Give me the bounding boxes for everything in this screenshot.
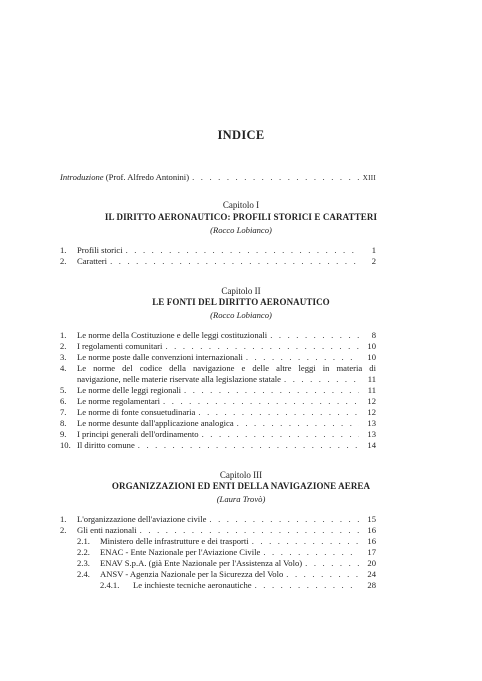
- entry-page: 2: [371, 256, 376, 266]
- toc-subsubentry[interactable]: [60, 580, 376, 590]
- toc-entry[interactable]: [60, 385, 376, 395]
- leader-dots: [202, 429, 359, 439]
- entry-page: 15: [367, 514, 376, 524]
- intro-label-rest: (Prof. Alfredo Antonini): [103, 172, 190, 182]
- leader-dots: [270, 330, 359, 340]
- intro-label-italic: Introduzione: [60, 172, 104, 182]
- entry-page: 13: [367, 418, 376, 428]
- leader-dots: [209, 514, 359, 524]
- entry-page: 12: [367, 407, 376, 417]
- toc-entry[interactable]: [60, 429, 376, 439]
- chapter-1-heading: Capitolo I: [222, 200, 260, 210]
- entry-number: 2.2.: [77, 547, 90, 557]
- toc-entry[interactable]: [60, 352, 376, 362]
- toc-entry[interactable]: [60, 245, 376, 255]
- entry-number: 1.: [60, 245, 67, 255]
- entry-page: 14: [367, 440, 376, 450]
- entry-number: 1.: [60, 330, 67, 340]
- entry-text: navigazione, nelle materie riservate alla legislazione statale: [77, 374, 282, 384]
- entry-text: L'organizzazione dell'aviazione civile: [77, 514, 207, 524]
- entry-number: 10.: [60, 440, 71, 450]
- chapter-3-author: (Laura Trovò): [216, 494, 266, 504]
- entry-page: 10: [367, 341, 376, 351]
- leader-dots: [184, 385, 359, 395]
- toc-subentry[interactable]: [60, 558, 376, 568]
- entry-number: 2.: [60, 256, 67, 266]
- entry-text: Le norme desunte dall'applicazione analogica: [77, 418, 234, 428]
- leader-dots: [286, 569, 359, 579]
- entry-number: 6.: [60, 396, 67, 406]
- entry-page: 13: [367, 429, 376, 439]
- entry-text: Ministero delle infrastrutture e dei trasporti: [100, 536, 249, 546]
- entry-page: 8: [371, 330, 376, 340]
- entry-text: ENAC - Ente Nazionale per l'Aviazione Civile: [100, 547, 261, 557]
- toc-entry[interactable]: [60, 256, 376, 266]
- entry-text: Le norme della Costituzione e delle leggi costituzionali: [77, 330, 268, 340]
- leader-dots: [165, 341, 359, 351]
- entry-text: Le norme regolamentari: [77, 396, 161, 406]
- entry-number: 2.: [60, 525, 67, 535]
- entry-page: 20: [367, 558, 376, 568]
- entry-text: Gli enti nazionali: [77, 525, 137, 535]
- entry-page: 10: [367, 352, 376, 362]
- chapter-1-author: (Rocco Lobianco): [210, 225, 272, 235]
- entry-page: 17: [367, 547, 376, 557]
- leader-dots: [255, 580, 359, 590]
- entry-number: 2.4.: [77, 569, 90, 579]
- leader-dots: [252, 536, 359, 546]
- toc-subentry[interactable]: [60, 547, 376, 557]
- toc-entry[interactable]: [60, 363, 376, 373]
- intro-page: XIII: [362, 174, 376, 182]
- entry-number: 2.4.1.: [100, 580, 120, 590]
- toc-subentry[interactable]: [60, 536, 376, 546]
- entry-text-line1: Le norme del codice della navigazione e delle altre leggi in materia di: [77, 363, 376, 373]
- entry-number: 9.: [60, 429, 67, 439]
- entry-page: 28: [367, 580, 376, 590]
- leader-dots: [246, 352, 359, 362]
- entry-text: Caratteri: [77, 256, 108, 266]
- entry-text: Profili storici: [77, 245, 123, 255]
- leader-dots: [237, 418, 359, 428]
- entry-page: 11: [367, 385, 376, 395]
- toc-entry[interactable]: [60, 396, 376, 406]
- leader-dots: [192, 172, 359, 182]
- leader-dots: [284, 374, 359, 384]
- toc-entry[interactable]: [60, 440, 376, 450]
- entry-text: Le norme poste dalle convenzioni internazionali: [77, 352, 243, 362]
- entry-text: I regolamenti comunitari: [77, 341, 163, 351]
- entry-text: Le norme di fonte consuetudinaria: [77, 407, 196, 417]
- entry-number: 8.: [60, 418, 67, 428]
- entry-page: 16: [367, 536, 376, 546]
- toc-entry[interactable]: [60, 525, 376, 535]
- entry-page: 11: [367, 374, 376, 384]
- leader-dots: [110, 256, 359, 266]
- entry-text: Le inchieste tecniche aeronautiche: [133, 580, 252, 590]
- entry-number: 5.: [60, 385, 67, 395]
- toc-entry[interactable]: [60, 418, 376, 428]
- entry-number: 2.: [60, 341, 67, 351]
- entry-number: 2.1.: [77, 536, 90, 546]
- leader-dots: [140, 525, 359, 535]
- entry-number: 3.: [60, 352, 67, 362]
- toc-entry[interactable]: [60, 514, 376, 524]
- toc-entry[interactable]: [60, 407, 376, 417]
- entry-text: ANSV - Agenzia Nazionale per la Sicurezza del Volo: [100, 569, 284, 579]
- chapter-2-heading: Capitolo II: [221, 286, 261, 296]
- chapter-1-title: IL DIRITTO AERONAUTICO: PROFILI STORICI E CARATTERI: [104, 212, 378, 222]
- toc-subentry[interactable]: [60, 569, 376, 579]
- entry-text: ENAV S.p.A. (già Ente Nazionale per l'Assistenza al Volo): [100, 558, 303, 568]
- chapter-3-heading: Capitolo III: [219, 470, 263, 480]
- page-title: INDICE: [217, 128, 265, 142]
- entry-number: 1.: [60, 514, 67, 524]
- entry-page: 12: [367, 396, 376, 406]
- entry-text: Il diritto comune: [77, 440, 135, 450]
- leader-dots: [263, 547, 359, 557]
- chapter-2-title: LE FONTI DEL DIRITTO AERONAUTICO: [152, 297, 330, 307]
- leader-dots: [163, 396, 359, 406]
- entry-text: I principi generali dell'ordinamento: [77, 429, 199, 439]
- toc-entry[interactable]: [60, 341, 376, 351]
- chapter-2-author: (Rocco Lobianco): [210, 310, 272, 320]
- leader-dots: [126, 245, 359, 255]
- entry-page: 16: [367, 525, 376, 535]
- entry-page: 1: [371, 245, 376, 255]
- entry-number: 7.: [60, 407, 67, 417]
- entry-text: Le norme delle leggi regionali: [77, 385, 182, 395]
- toc-entry[interactable]: [60, 330, 376, 340]
- entry-number: 4.: [60, 363, 67, 373]
- leader-dots: [198, 407, 359, 417]
- leader-dots: [138, 440, 359, 450]
- entry-number: 2.3.: [77, 558, 90, 568]
- entry-page: 24: [367, 569, 376, 579]
- leader-dots: [305, 558, 359, 568]
- intro-entry[interactable]: [60, 172, 376, 183]
- chapter-3-title: ORGANIZZAZIONI ED ENTI DELLA NAVIGAZIONE AEREA: [111, 481, 371, 491]
- toc-entry-continuation[interactable]: [60, 374, 376, 384]
